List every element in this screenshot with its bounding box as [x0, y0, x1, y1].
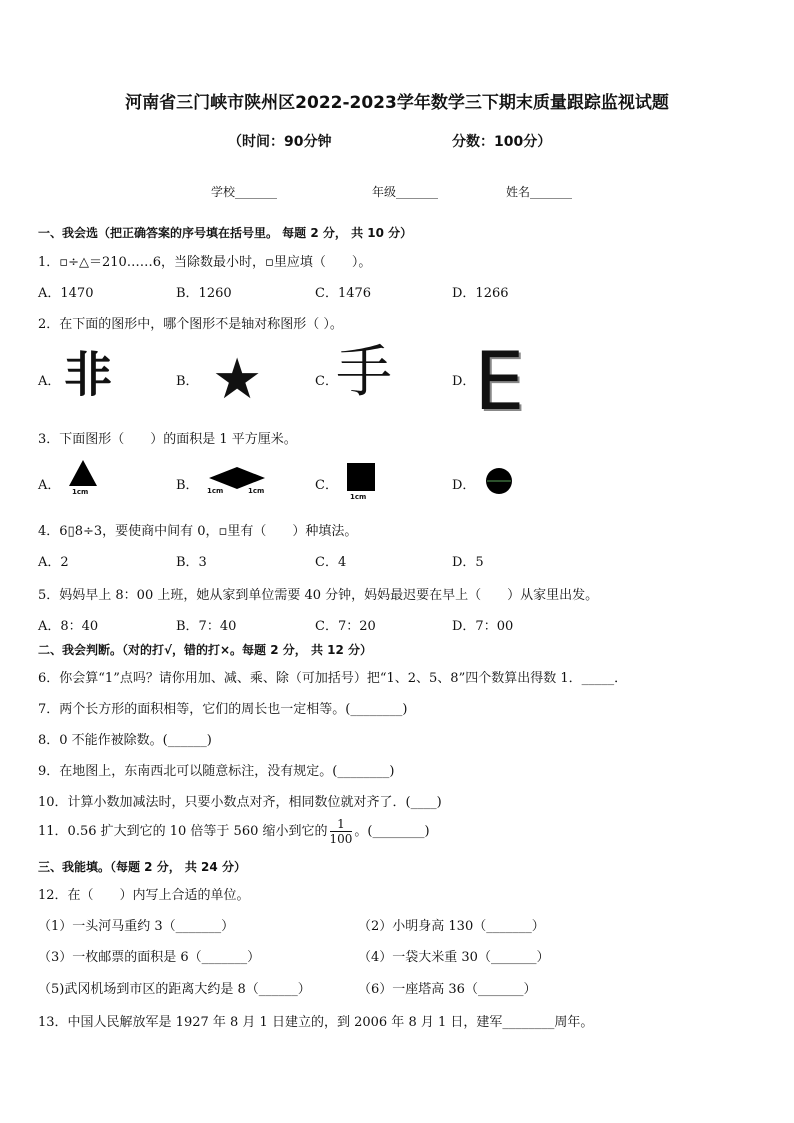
exam-score: 分数：100分） — [452, 134, 552, 150]
q5-option-b: B．7：40 — [176, 619, 237, 634]
question-6: 6．你会算“1”点吗？请你用加、减、乘、除（可加括号）把“1、2、5、8”四个数算出得数 1．_____． — [38, 671, 628, 686]
q2-label-c: C． — [315, 374, 338, 389]
q4-option-d: D．5 — [452, 555, 484, 570]
school-field: 学校_______ — [211, 185, 278, 199]
question-11 — [38, 817, 430, 846]
q12-item-6: （6）一座塔高 36（_______） — [358, 982, 537, 997]
fraction-numerator: 1 — [330, 817, 353, 832]
q2-label-a: A． — [38, 374, 61, 389]
q2-label-b: B． — [176, 374, 199, 389]
q11-text-before: 11．0.56 扩大到它的 10 倍等于 560 缩小到它的 — [38, 824, 328, 839]
star-figure: ★ — [212, 347, 263, 412]
question-2: 2．在下面的图形中，哪个图形不是轴对称图形（ ）。 — [38, 317, 343, 332]
name-field: 姓名_______ — [506, 185, 573, 199]
fraction-one-hundredth — [330, 817, 353, 846]
square-unit-label: 1cm — [350, 493, 367, 501]
circle-figure — [484, 466, 514, 496]
q12-item-3: （3）一枚邮票的面积是 6（_______） — [38, 950, 261, 965]
question-9: 9．在地图上，东南西北可以随意标注，没有规定。(________) — [38, 764, 395, 779]
question-13: 13．中国人民解放军是 1927 年 8 月 1 日建立的，到 2006 年 8 月 1 日，建军________周年。 — [38, 1015, 594, 1030]
section-3-heading: 三、我能填。（每题 2 分， 共 24 分） — [38, 860, 246, 874]
question-3: 3．下面图形（ ）的面积是 1 平方厘米。 — [38, 432, 297, 447]
grade-field: 年级_______ — [372, 185, 439, 199]
q2-label-d: D． — [452, 374, 476, 389]
q1-option-c: C．1476 — [315, 286, 372, 301]
q3-label-c: C． — [315, 478, 338, 493]
q12-item-4: （4）一袋大米重 30（_______） — [358, 950, 550, 965]
question-4: 4．6▯8÷3，要使商中间有 0，▫里有（ ）种填法。 — [38, 524, 358, 539]
triangle-figure — [68, 459, 98, 487]
q4-option-a: A．2 — [38, 555, 69, 570]
page-title: 河南省三门峡市陕州区2022-2023学年数学三下期末质量跟踪监视试题 — [125, 93, 669, 113]
question-7: 7．两个长方形的面积相等，它们的周长也一定相等。(________) — [38, 702, 408, 717]
q1-option-a: A．1470 — [38, 286, 94, 301]
q12-item-2: （2）小明身高 130（_______） — [358, 919, 545, 934]
rhombus-unit-label-right: 1cm — [248, 487, 265, 495]
rhombus-unit-label-left: 1cm — [207, 487, 224, 495]
question-10: 10．计算小数加减法时，只要小数点对齐，相同数位就对齐了．(____) — [38, 795, 442, 810]
letter-e-figure: E — [474, 335, 525, 428]
q4-option-c: C．4 — [315, 555, 347, 570]
shou-character-figure: 手 — [336, 340, 392, 405]
q1-option-b: B．1260 — [176, 286, 232, 301]
section-1-heading: 一、我会选（把正确答案的序号填在括号里。 每题 2 分， 共 10 分） — [38, 226, 413, 240]
q3-label-a: A． — [38, 478, 61, 493]
fraction-denominator: 100 — [329, 832, 353, 846]
q5-option-d: D．7：00 — [452, 619, 514, 634]
question-12: 12．在（ ）内写上合适的单位。 — [38, 888, 250, 903]
question-8: 8．0 不能作被除数。(______) — [38, 733, 212, 748]
question-1: 1．▫÷△＝210……6，当除数最小时，▫里应填（ ）。 — [38, 255, 372, 270]
q3-label-d: D． — [452, 478, 476, 493]
q5-option-a: A．8：40 — [38, 619, 99, 634]
q3-label-b: B． — [176, 478, 199, 493]
q1-option-d: D．1266 — [452, 286, 509, 301]
triangle-unit-label: 1cm — [72, 488, 89, 496]
q4-option-b: B．3 — [176, 555, 207, 570]
q5-option-c: C．7：20 — [315, 619, 376, 634]
q12-item-5: （5)武冈机场到市区的距离大约是 8（______） — [38, 982, 311, 997]
q12-item-1: （1）一头河马重约 3（_______） — [38, 919, 235, 934]
q11-text-after: 。(________) — [354, 824, 430, 839]
exam-time: （时间：90分钟 — [228, 134, 332, 150]
section-2-heading: 二、我会判断。（对的打√，错的打×。每题 2 分， 共 12 分） — [38, 643, 372, 657]
fei-character-figure: 非 — [64, 347, 113, 403]
question-5: 5．妈妈早上 8：00 上班，她从家到单位需要 40 分钟，妈妈最迟要在早上（ ）从家里出发。 — [38, 588, 599, 603]
square-figure — [346, 462, 376, 492]
